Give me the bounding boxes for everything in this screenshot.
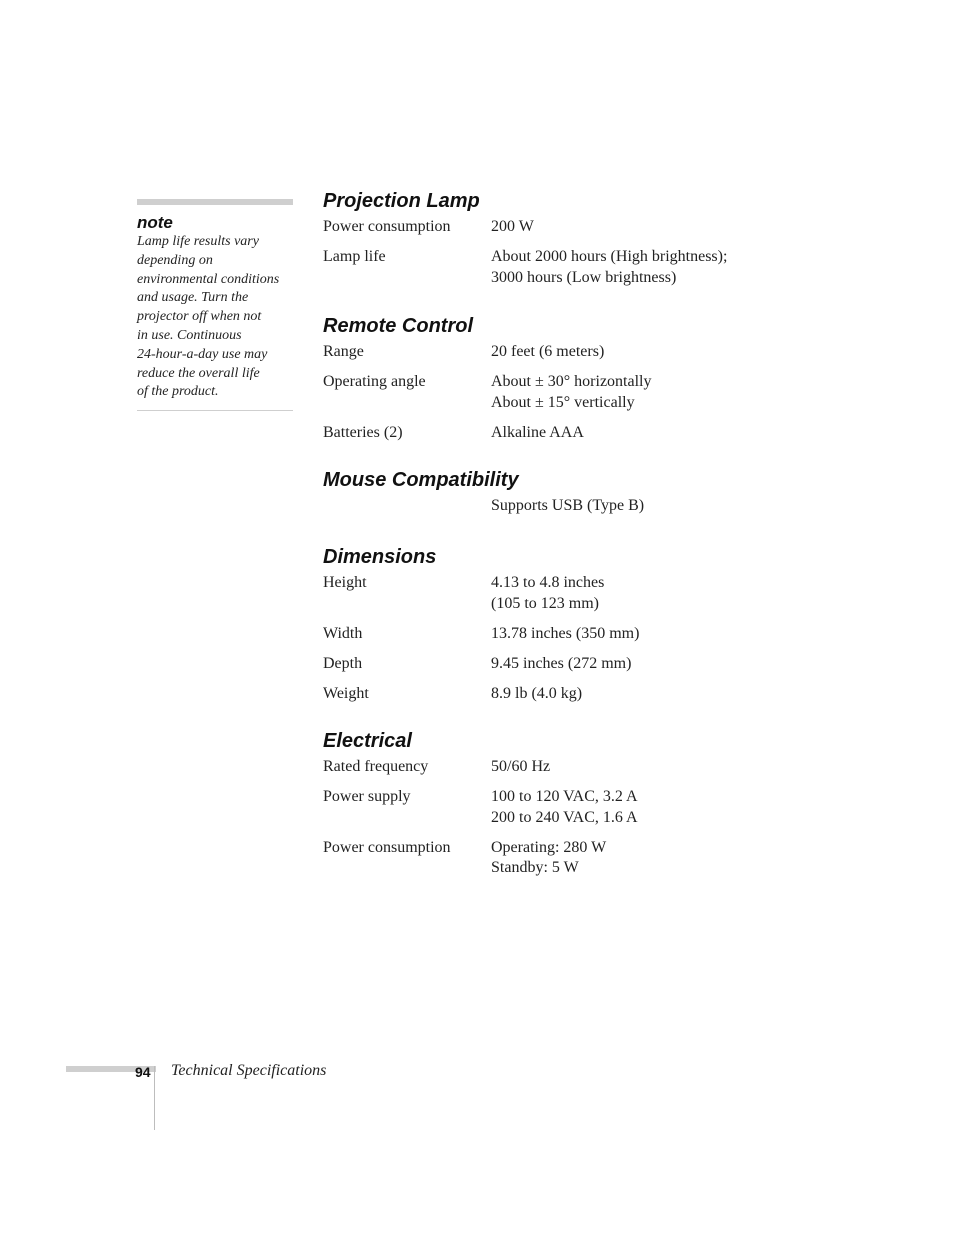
spec-value: 200 W (491, 218, 534, 235)
spec-values (491, 654, 843, 675)
note-line: and usage. Turn the (137, 290, 249, 306)
note-title: note (137, 213, 173, 232)
spec-label: Batteries (2) (323, 423, 403, 441)
spec-values (491, 573, 843, 614)
running-footer-title: Technical Specifications (171, 1062, 327, 1079)
section-mouse-compatibility (323, 468, 843, 526)
spec-values (491, 838, 843, 879)
section-dimensions (323, 545, 843, 714)
section-remote-control (323, 314, 843, 453)
section-heading: Remote Control (323, 315, 473, 337)
note-line: of the product. (137, 384, 219, 400)
note-line: reduce the overall life (137, 365, 260, 381)
spec-value: Operating: 280 W (491, 838, 607, 856)
note-line: in use. Continuous (137, 327, 242, 343)
note-line: projector off when not (137, 309, 262, 325)
spec-label: Width (323, 624, 363, 642)
spec-value: 20 feet (6 meters) (491, 343, 605, 360)
spec-values (491, 372, 843, 413)
note-line: Lamp life results vary (137, 234, 259, 249)
spec-values (491, 342, 843, 363)
spec-value: About ± 15° vertically (491, 393, 635, 411)
spec-values (491, 684, 843, 705)
section-heading: Dimensions (323, 546, 437, 568)
note-body (137, 233, 293, 402)
spec-label: Range (323, 343, 364, 360)
spec-value: 50/60 Hz (491, 758, 551, 775)
spec-row (323, 423, 843, 444)
spec-values (491, 624, 843, 645)
spec-label: Power consumption (323, 838, 451, 856)
spec-row (323, 787, 843, 828)
spec-label: Power consumption (323, 218, 451, 235)
section-electrical (323, 729, 843, 888)
note-bottom-rule (137, 410, 293, 411)
sidebar-note (137, 199, 293, 411)
spec-row (323, 247, 843, 288)
spec-values (491, 423, 843, 444)
spec-row (323, 342, 843, 363)
page-number: 94 (135, 1064, 151, 1080)
spec-value: 3000 hours (Low brightness) (491, 268, 677, 286)
spec-value: 13.78 inches (350 mm) (491, 624, 640, 642)
spec-label: Lamp life (323, 248, 386, 265)
section-heading: Projection Lamp (323, 190, 480, 212)
note-line: 24-hour-a-day use may (137, 346, 268, 362)
spec-value: 9.45 inches (272 mm) (491, 654, 632, 672)
spec-values (491, 757, 843, 778)
spec-label: Height (323, 574, 367, 591)
spec-label: Power supply (323, 788, 411, 805)
spec-row (323, 372, 843, 413)
spec-label: Depth (323, 654, 363, 672)
spec-row (323, 573, 843, 614)
spec-value: Supports USB (Type B) (491, 497, 645, 514)
spec-row (323, 624, 843, 645)
spec-value: Standby: 5 W (491, 859, 579, 876)
spec-values (491, 496, 843, 517)
spec-values (491, 247, 843, 288)
spec-label: Weight (323, 684, 369, 702)
spec-row (323, 496, 843, 517)
section-heading: Electrical (323, 730, 412, 752)
footer-vertical-rule (154, 1066, 155, 1130)
note-top-rule (137, 199, 293, 205)
spec-value: About 2000 hours (High brightness); (491, 248, 728, 265)
note-line: depending on (137, 252, 213, 268)
spec-row (323, 757, 843, 778)
spec-label: Operating angle (323, 373, 426, 390)
spec-value: 8.9 lb (4.0 kg) (491, 684, 583, 702)
spec-value: (105 to 123 mm) (491, 594, 599, 612)
spec-row (323, 838, 843, 879)
spec-value: About ± 30° horizontally (491, 373, 652, 390)
spec-values (491, 217, 843, 238)
spec-label: Rated frequency (323, 758, 429, 775)
section-projection-lamp (323, 189, 843, 298)
spec-value: Alkaline AAA (491, 423, 584, 441)
spec-values (491, 787, 843, 828)
note-line: environmental conditions (137, 271, 280, 287)
spec-value: 200 to 240 VAC, 1.6 A (491, 808, 638, 826)
spec-row (323, 684, 843, 705)
spec-value: 100 to 120 VAC, 3.2 A (491, 788, 638, 805)
spec-value: 4.13 to 4.8 inches (491, 574, 605, 591)
spec-row (323, 217, 843, 238)
spec-row (323, 654, 843, 675)
section-heading: Mouse Compatibility (323, 469, 519, 491)
